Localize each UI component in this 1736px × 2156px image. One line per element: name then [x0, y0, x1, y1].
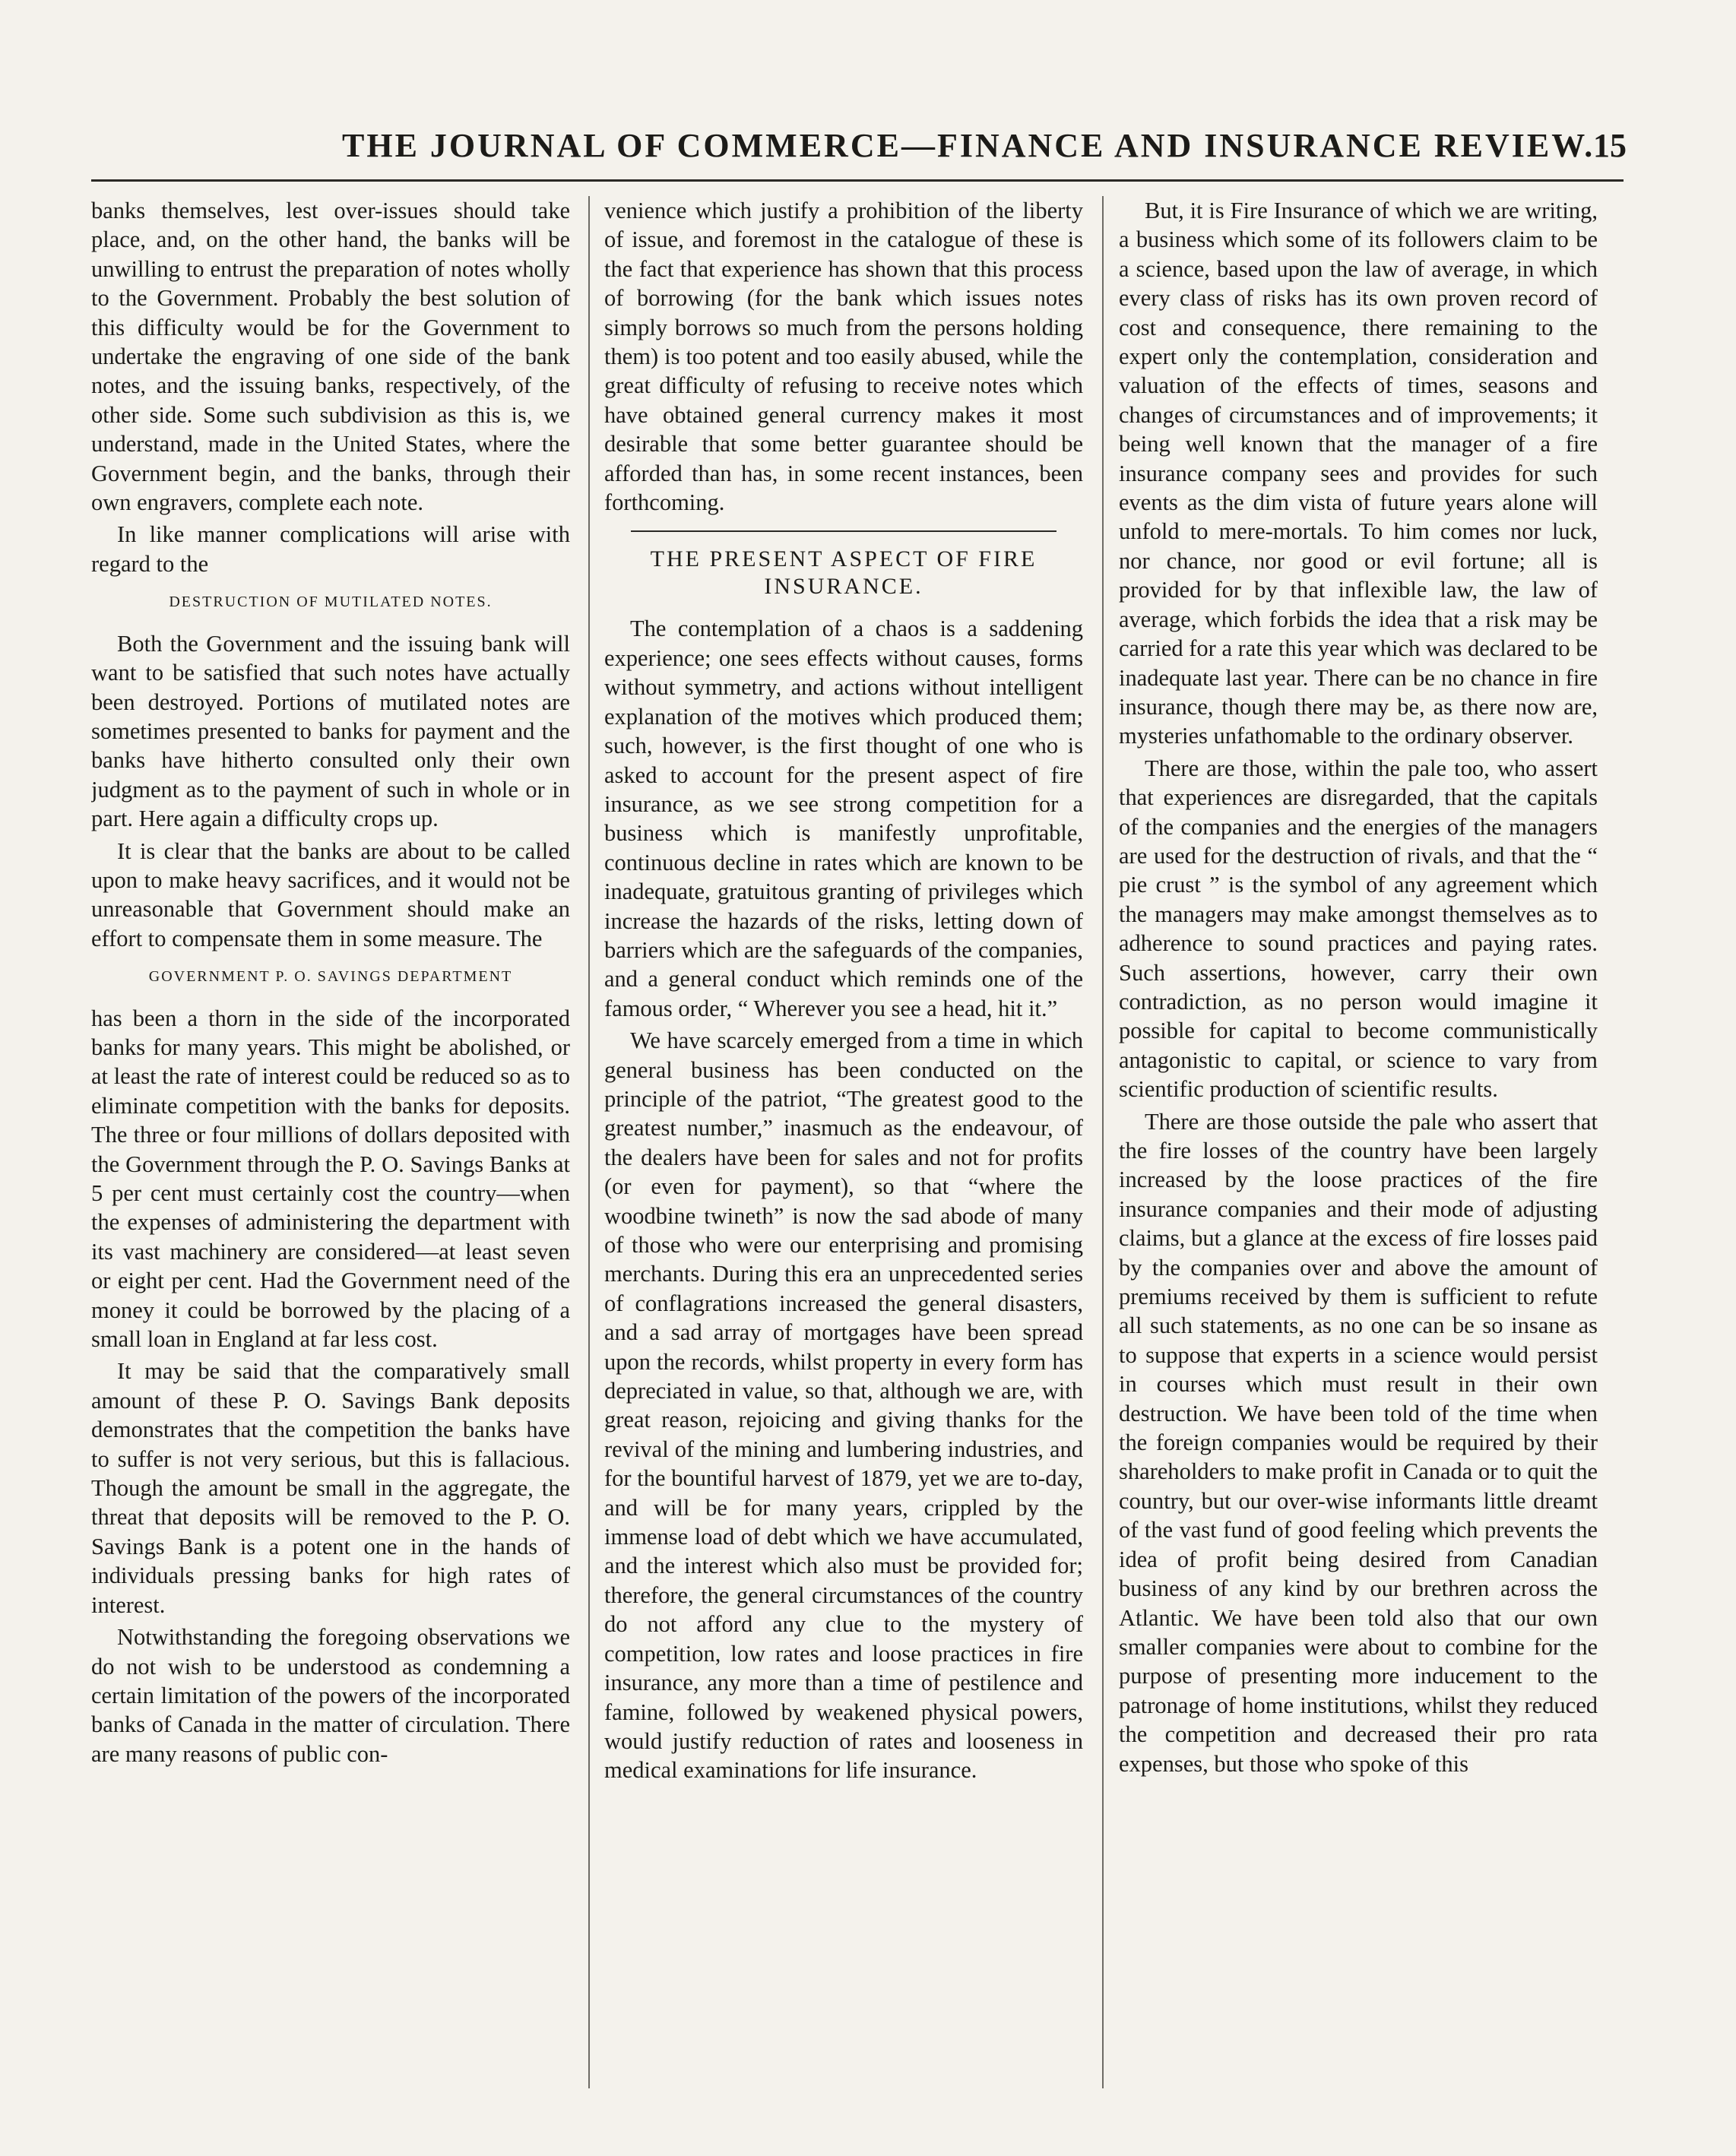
paragraph: It is clear that the banks are about to be called upon to make heavy sacrifices, and it would not be unreasonable that Government should make an effort to compensate them in some measure. The — [91, 837, 570, 951]
paragraph: venience which justify a prohibition of the liberty of issue, and foremost in the catalogue of these is the fact that experience has shown that this process of borrowing (for the bank which issues notes simply borrows so much from the persons holding them) is too potent and too easily abused, while the great difficulty of refusing to receive notes which have obtained general currency makes it most desirable that some better guarantee should be afforded than has, in some recent instances, been forthcoming. — [604, 198, 1083, 516]
paragraph: The contemplation of a chaos is a saddening experience; one sees effects without causes, forms without symmetry, and actions without intelligent explanation of the motives which produced them; such, however, is the first thought of one who is asked to account for the present aspect of fire insurance, as we see strong competition for a business which is manifestly unprofitable, continuous decline in rates which are known to be inadequate, gratuitous granting of privileges which increase the hazards of the risks, letting down of barriers which are the safeguards of the companies, and a general conduct which reminds one of the famous order, “ Wherever you see a head, hit it.” — [604, 616, 1083, 1021]
column-divider — [588, 196, 590, 2088]
page-header — [91, 122, 1627, 175]
header-rule — [91, 179, 1624, 182]
paragraph: Both the Government and the issuing bank will want to be satisfied that such notes have actually been destroyed. Portions of mutilated notes are sometimes presented to banks for payment and the banks have hitherto consulted only their own judgment as to the payment of such in whole or in part. Here again a difficulty crops up. — [91, 630, 570, 832]
section-separator — [631, 530, 1056, 532]
column-3 — [1119, 196, 1598, 2111]
paragraph: Notwithstanding the foregoing observations we do not wish to be understood as condemning a certain limitation of the powers of the incorporated banks of Canada in the matter of circulation. There are many reasons of public con- — [91, 1624, 570, 1767]
paragraph: There are those, within the pale too, who assert that experiences are disregarded, that the capitals of the companies and the energies of the managers are used for the destruction of rivals, and that the “ pie crust ” is the symbol of any agreement which the managers may make amongst themselves as to adherence to sound practices and paying rates. Such assertions, however, carry their own contradiction, as no person would imagine it possible for capital to become communistically antagonistic to capital, or science to vary from scientific production of scientific results. — [1119, 755, 1598, 1103]
subheading-savings-department: GOVERNMENT P. O. SAVINGS DEPARTMENT — [148, 968, 513, 986]
column-1 — [91, 196, 570, 2111]
journal-title: THE JOURNAL OF COMMERCE—FINANCE AND INSURANCE REVIEW. — [342, 127, 1595, 164]
subheading-destruction-of-notes: DESTRUCTION OF MUTILATED NOTES. — [169, 594, 493, 611]
paragraph: But, it is Fire Insurance of which we are writing, a business which some of its followers claim to be a science, based upon the law of average, in which every class of risks has its own proven record of cost and consequence, there remaining to the expert only the contemplation, consideration and valuation of the effects of times, seasons and changes of circumstances and of improvements; it being well known that the manager of a fire insurance company sees and provides for such events as the dim vista of future years alone will unfold to mere-mortals. To him comes nor luck, nor chance, nor good or evil fortune; all is provided for by that inflexible law, the law of average, which forbids the idea that a risk may be carried for a rate this year which was declared to be inadequate last year. There can be no chance in fire insurance, though there may be, as there now are, mysteries unfathomable to the ordinary observer. — [1119, 198, 1598, 749]
column-2 — [604, 196, 1083, 2111]
paragraph: It may be said that the comparatively small amount of these P. O. Savings Bank deposits demonstrates that the competition the banks have to suffer is not very serious, but this is fallacious. Though the amount be small in the aggregate, the threat that deposits will be removed to the P. O. Savings Bank is a potent one in the hands of individuals pressing banks for high rates of interest. — [91, 1358, 570, 1618]
page-number: 15 — [1593, 127, 1627, 164]
paragraph: We have scarcely emerged from a time in which general business has been conducted on the principle of the patriot, “The greatest good to the greatest number,” inasmuch as the endeavour, of the dealers have been for sales and not for profits (or even for payment), so that “where the woodbine twineth” is now the sad abode of many of those who were our enterprising and promising merchants. During this era an unprecedented series of conflagrations increased the general disasters, and a sad array of mortgages have been spread upon the records, whilst property in every form has depreciated in value, so that, although we are, with great reason, rejoicing and giving thanks for the revival of the mining and lumbering industries, and for the bountiful harvest of 1879, yet we are to-day, and will be for many years, crippled by the immense load of debt which we have accumulated, and the interest which also must be provided for; therefore, the general circumstances of the country do not afford any clue to the mystery of competition, low rates and loose practices in fire insurance, any more than a time of pestilence and famine, followed by weakened physical powers, would justify reduction of rates and looseness in medical examinations for life insurance. — [604, 1027, 1083, 1784]
column-divider — [1102, 196, 1104, 2088]
paragraph: In like manner complications will arise with regard to the — [91, 521, 570, 577]
section-title-fire-insurance: THE PRESENT ASPECT OF FIRE INSURANCE. — [650, 546, 1037, 600]
paragraph: There are those outside the pale who assert that the fire losses of the country have been largely increased by the loose practices of the fire insurance companies and their mode of adjusting claims, but a glance at the excess of fire losses paid by the companies over and above the amount of premiums received by them is sufficient to refute all such statements, as no one can be so insane as to suppose that experts in a science would persist in courses which must result in their own destruction. We have been told of the time when the foreign companies would be required by their shareholders to make profit in Canada or to quit the country, but our over-wise informants little dreamt of the vast fund of good feeling which prevents the idea of profit being desired from Canadian business of any kind by our brethren across the Atlantic. We have been told also that our own smaller companies were about to combine for the purpose of presenting more inducement to the patronage of home institutions, whilst they reduced the competition and decreased their pro rata expenses, but those who spoke of this — [1119, 1108, 1598, 1777]
paragraph: has been a thorn in the side of the incorporated banks for many years. This might be abolished, or at least the rate of interest could be reduced so as to eliminate competition with the banks for deposits. The three or four millions of dollars deposited with the Government through the P. O. Savings Banks at 5 per cent must certainly cost the country—when the expenses of administering the department with its vast machinery are considered—at least seven or eight per cent. Had the Government need of the money it could be borrowed by the placing of a small loan in England at far less cost. — [91, 1005, 570, 1353]
paragraph: banks themselves, lest over-issues should take place, and, on the other hand, the banks will be unwilling to entrust the preparation of notes wholly to the Government. Probably the best solution of this difficulty would be for the Government to undertake the engraving of one side of the bank notes, and the issuing banks, respectively, of the other side. Some such subdivision as this is, we understand, made in the United States, where the Government begin, and the banks, through their own engravers, complete each note. — [91, 198, 570, 516]
